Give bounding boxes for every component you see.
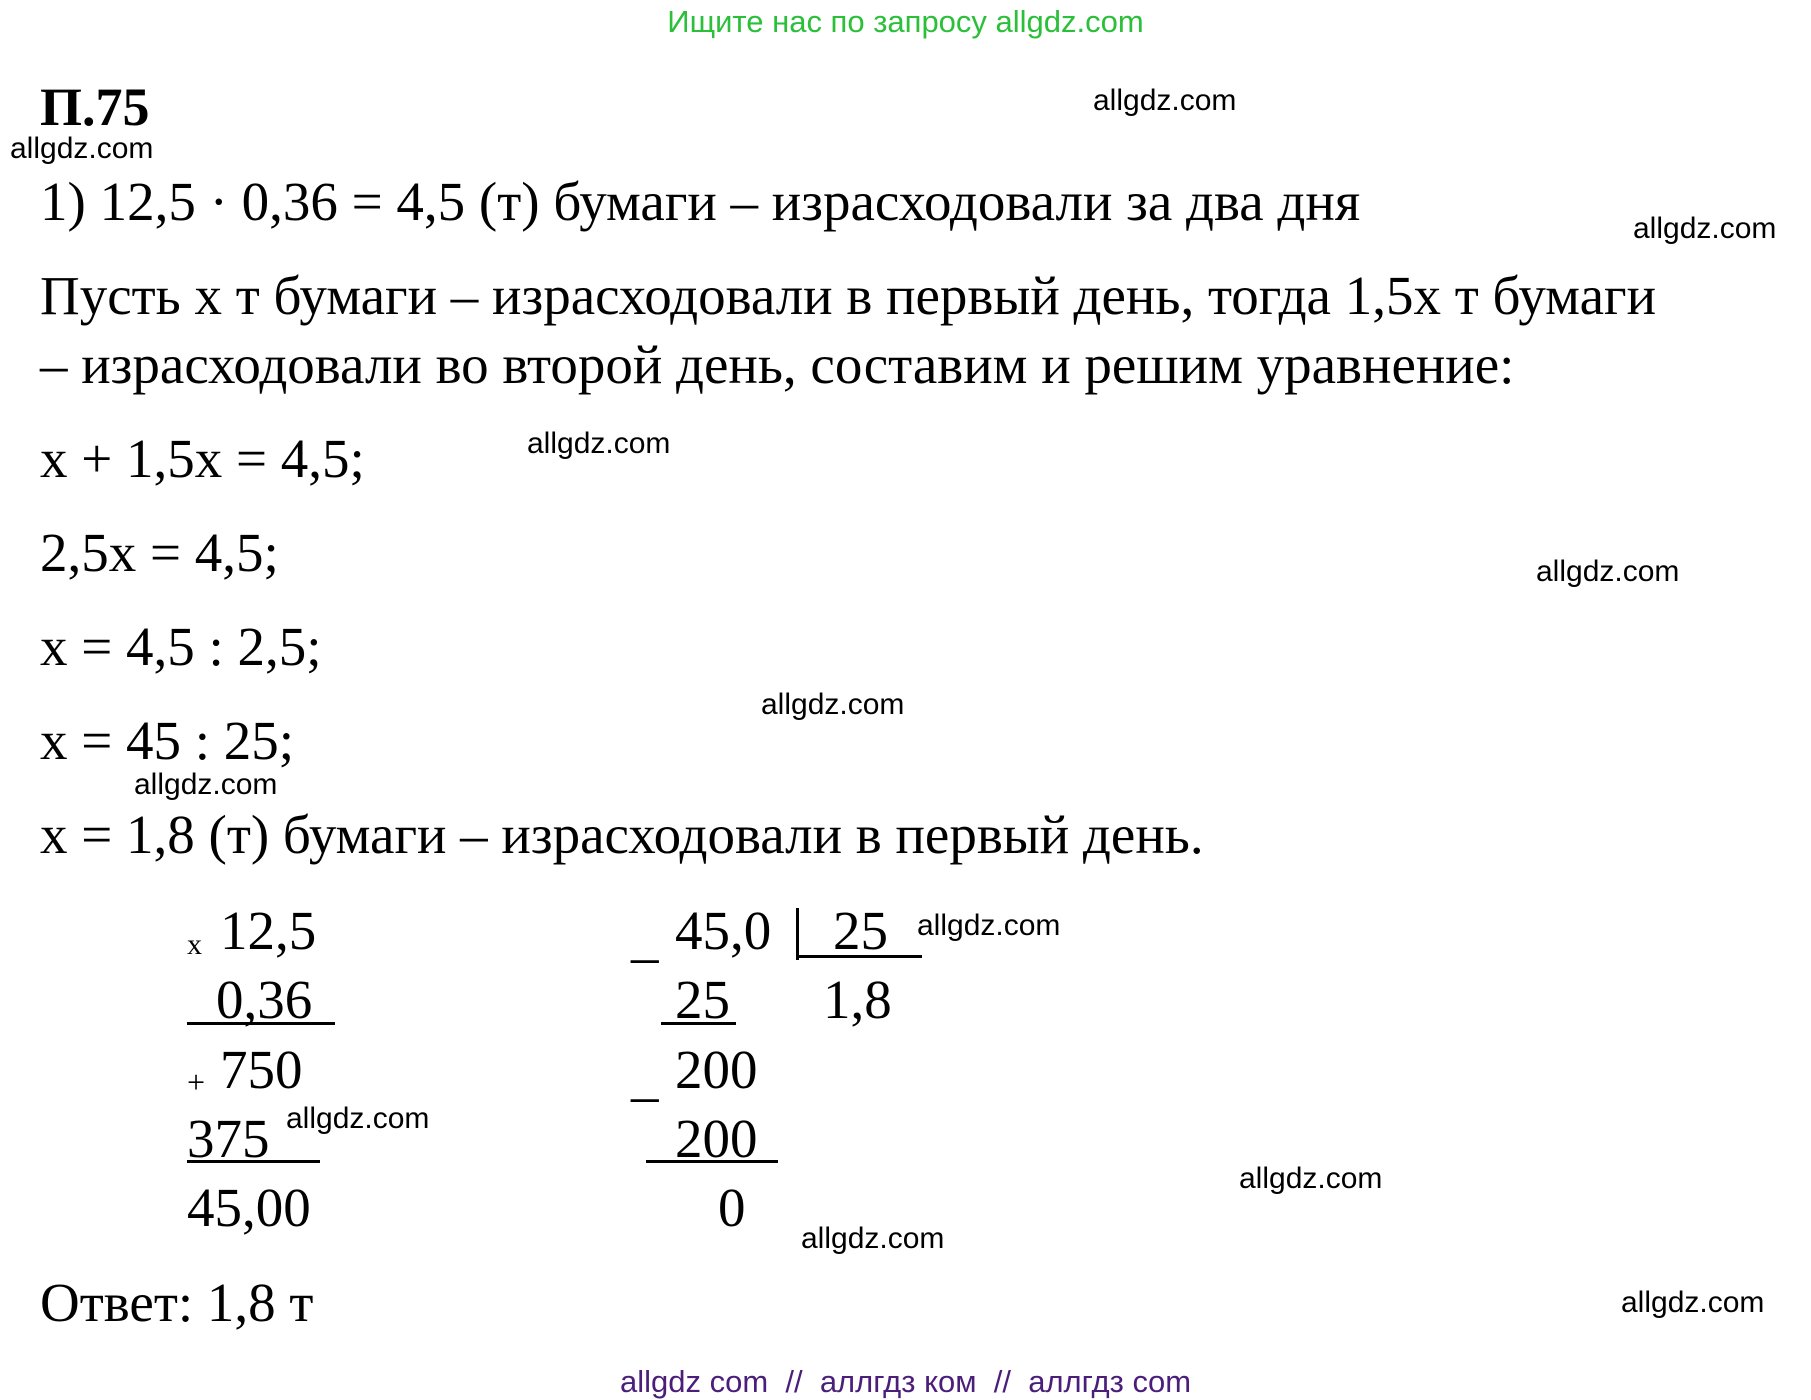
subtrahend-2: 200 <box>675 1108 758 1169</box>
watermark: allgdz.com <box>761 688 905 721</box>
watermark: allgdz.com <box>10 132 154 165</box>
partial-product-1: 750 <box>220 1039 303 1100</box>
product-result: 45,00 <box>187 1177 311 1238</box>
division-line-2 <box>646 1160 778 1163</box>
problem-title: П.75 <box>40 77 150 137</box>
quotient: 1,8 <box>823 969 892 1030</box>
factor-2: 0,36 <box>216 969 313 1030</box>
watermark: allgdz.com <box>134 768 278 801</box>
equation-line-1: х + 1,5х = 4,5; <box>40 428 365 489</box>
subtrahend-1: 25 <box>675 969 730 1030</box>
equation-line-4: х = 45 : 25; <box>40 710 295 771</box>
dividend: 45,0 <box>675 900 772 961</box>
equation-line-3: х = 4,5 : 2,5; <box>40 616 322 677</box>
partial-product-2: 375 <box>187 1108 270 1169</box>
divisor: 25 <box>833 900 888 961</box>
watermark: allgdz.com <box>1093 84 1237 117</box>
equation-line-2: 2,5х = 4,5; <box>40 522 279 583</box>
watermark: allgdz.com <box>286 1102 430 1135</box>
watermark: allgdz.com <box>1536 555 1680 588</box>
plus-sign: + <box>187 1064 206 1100</box>
watermark: allgdz.com <box>801 1222 945 1255</box>
solution-line-2: Пусть х т бумаги – израсходовали в первый день, тогда 1,5х т бумаги <box>40 265 1657 326</box>
equation-line-5: х = 1,8 (т) бумаги – израсходовали в первый день. <box>40 804 1204 865</box>
header-banner: Ищите нас по запросу allgdz.com <box>667 4 1144 39</box>
watermark: allgdz.com <box>527 427 671 460</box>
remainder-1: 200 <box>675 1039 758 1100</box>
watermark: allgdz.com <box>1239 1162 1383 1195</box>
division-bar-horizontal <box>796 955 922 958</box>
footer-banner: allgdz com // аллгдз ком // аллгдз com <box>619 1364 1192 1399</box>
remainder-2: 0 <box>718 1177 746 1238</box>
multiplication-line-2 <box>187 1160 320 1163</box>
division-bar-vertical <box>796 908 799 960</box>
solution-line-1: 1) 12,5 · 0,36 = 4,5 (т) бумаги – израсходовали за два дня <box>40 171 1361 232</box>
multiplication-line-1 <box>187 1022 335 1025</box>
watermark: allgdz.com <box>917 909 1061 942</box>
watermark: allgdz.com <box>1633 212 1777 245</box>
minus-sign-2: _ <box>631 1046 659 1107</box>
times-sign: х <box>187 928 202 961</box>
solution-line-3: – израсходовали во второй день, составим и решим уравнение: <box>40 334 1515 395</box>
answer: Ответ: 1,8 т <box>40 1272 314 1333</box>
minus-sign-1: _ <box>631 907 659 968</box>
division-line-1 <box>661 1022 736 1025</box>
watermark: allgdz.com <box>1621 1286 1765 1319</box>
factor-1: 12,5 <box>220 900 317 961</box>
